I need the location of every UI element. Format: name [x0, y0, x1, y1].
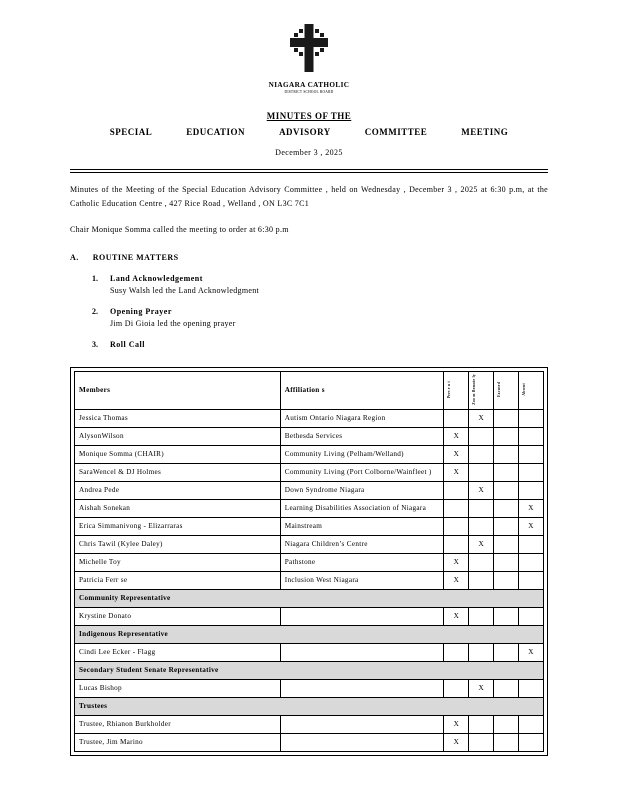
zoom-mark	[469, 571, 494, 589]
present-mark: X	[444, 733, 469, 751]
zoom-mark	[469, 463, 494, 481]
absent-mark	[519, 679, 544, 697]
absent-mark: X	[519, 643, 544, 661]
excused-mark	[494, 643, 519, 661]
affiliation	[280, 607, 444, 625]
excused-mark	[494, 427, 519, 445]
present-mark	[444, 517, 469, 535]
table-row	[75, 553, 544, 571]
zoom-mark	[469, 715, 494, 733]
absent-mark	[519, 715, 544, 733]
affiliation	[280, 715, 444, 733]
zoom-mark	[469, 427, 494, 445]
roll-call-table-body	[75, 409, 544, 751]
absent-mark	[519, 571, 544, 589]
table-row	[75, 427, 544, 445]
roll-call-table-wrapper	[70, 367, 548, 756]
affiliation: Niagara Children’s Centre	[280, 535, 444, 553]
item-number: 2.	[92, 307, 98, 316]
title-word-advisory: ADVISORY	[279, 126, 331, 137]
excused-mark	[494, 409, 519, 427]
item-title: Opening Prayer	[110, 307, 172, 316]
table-row	[75, 571, 544, 589]
title-word-education: EDUCATION	[186, 126, 246, 137]
affiliation: Community Living (Pelham/Welland)	[280, 445, 444, 463]
item-description: Jim Di Gioia led the opening prayer	[110, 319, 236, 328]
member-name: Chris Tawil (Kylee Daley)	[75, 535, 281, 553]
group-label: Secondary Student Senate Representative	[75, 661, 544, 679]
member-name: Krystine Donato	[75, 607, 281, 625]
table-row	[75, 517, 544, 535]
item-number: 1.	[92, 274, 98, 283]
table-row	[75, 499, 544, 517]
item-number: 3.	[92, 340, 98, 349]
zoom-mark	[469, 607, 494, 625]
excused-mark	[494, 517, 519, 535]
member-name: SaraWencel & DJ Holmes	[75, 463, 281, 481]
affiliation: Down Syndrome Niagara	[280, 481, 444, 499]
column-header-zoom-remotely: Zoo m Remote ly	[469, 372, 494, 410]
affiliation: Pathstone	[280, 553, 444, 571]
title-line-minutes: MINUTES OF THE	[266, 111, 352, 121]
meeting-date: December 3 , 2025	[275, 148, 343, 157]
absent-mark	[519, 409, 544, 427]
zoom-mark: X	[469, 481, 494, 499]
present-mark: X	[444, 445, 469, 463]
present-mark: X	[444, 463, 469, 481]
table-header-row	[75, 372, 544, 410]
zoom-mark	[469, 643, 494, 661]
affiliation: Bethesda Services	[280, 427, 444, 445]
affiliation	[280, 733, 444, 751]
present-mark	[444, 679, 469, 697]
roll-call-table	[74, 371, 544, 752]
absent-mark	[519, 553, 544, 571]
excused-mark	[494, 733, 519, 751]
group-label: Community Representative	[75, 589, 544, 607]
table-row	[75, 445, 544, 463]
excused-mark	[494, 571, 519, 589]
member-name: Michelle Toy	[75, 553, 281, 571]
group-label: Trustees	[75, 697, 544, 715]
group-label: Indigenous Representative	[75, 625, 544, 643]
section-items-list	[70, 274, 548, 349]
table-row	[75, 481, 544, 499]
section-heading-routine-matters	[70, 253, 548, 262]
logo-subtitle-text: DISTRICT SCHOOL BOARD	[284, 90, 334, 94]
document-title	[70, 110, 548, 159]
table-row	[75, 715, 544, 733]
member-name: Cindi Lee Ecker - Flagg	[75, 643, 281, 661]
present-mark: X	[444, 715, 469, 733]
member-name: Patricia Ferr se	[75, 571, 281, 589]
title-word-special: SPECIAL	[109, 126, 153, 137]
list-item	[70, 307, 548, 328]
member-name: AlysonWilson	[75, 427, 281, 445]
absent-mark	[519, 427, 544, 445]
table-row	[75, 733, 544, 751]
table-row	[75, 643, 544, 661]
member-name: Monique Somma (CHAIR)	[75, 445, 281, 463]
column-header-members: Members	[75, 372, 281, 410]
table-row	[75, 535, 544, 553]
excused-mark	[494, 445, 519, 463]
table-group-row	[75, 661, 544, 679]
column-header-excused: Excused	[494, 372, 519, 410]
absent-mark	[519, 463, 544, 481]
table-row	[75, 679, 544, 697]
excused-mark	[494, 679, 519, 697]
list-item	[70, 274, 548, 295]
zoom-mark: X	[469, 535, 494, 553]
member-name: Aishah Sonekan	[75, 499, 281, 517]
present-mark	[444, 481, 469, 499]
absent-mark: X	[519, 517, 544, 535]
member-name: Trustee, Jim Marino	[75, 733, 281, 751]
member-name: Andrea Pede	[75, 481, 281, 499]
title-line-committee	[70, 126, 548, 140]
member-name: Erica Simmanivong - Elizarraras	[75, 517, 281, 535]
affiliation: Autism Ontario Niagara Region	[280, 409, 444, 427]
board-logo	[70, 22, 548, 94]
column-header-present: Pres e n t	[444, 372, 469, 410]
table-row	[75, 607, 544, 625]
absent-mark	[519, 445, 544, 463]
affiliation	[280, 643, 444, 661]
zoom-mark: X	[469, 409, 494, 427]
table-group-row	[75, 625, 544, 643]
zoom-mark: X	[469, 679, 494, 697]
affiliation: Inclusion West Niagara	[280, 571, 444, 589]
item-title: Land Acknowledgement	[110, 274, 203, 283]
present-mark: X	[444, 427, 469, 445]
present-mark: X	[444, 607, 469, 625]
table-group-row	[75, 589, 544, 607]
column-header-absent: Absent	[519, 372, 544, 410]
zoom-mark	[469, 445, 494, 463]
excused-mark	[494, 481, 519, 499]
absent-mark	[519, 481, 544, 499]
member-name: Trustee, Rhianon Burkholder	[75, 715, 281, 733]
affiliation	[280, 679, 444, 697]
present-mark: X	[444, 553, 469, 571]
zoom-mark	[469, 499, 494, 517]
member-name: Lucas Bishop	[75, 679, 281, 697]
title-word-meeting: MEETING	[461, 126, 509, 137]
present-mark: X	[444, 571, 469, 589]
excused-mark	[494, 535, 519, 553]
zoom-mark	[469, 733, 494, 751]
present-mark	[444, 535, 469, 553]
zoom-mark	[469, 517, 494, 535]
excused-mark	[494, 607, 519, 625]
absent-mark: X	[519, 499, 544, 517]
table-group-row	[75, 697, 544, 715]
affiliation: Learning Disabilities Association of Niagara	[280, 499, 444, 517]
excused-mark	[494, 463, 519, 481]
zoom-mark	[469, 553, 494, 571]
absent-mark	[519, 607, 544, 625]
section-letter: A.	[70, 253, 79, 262]
title-word-committee: COMMITTEE	[364, 126, 428, 137]
item-description: Susy Walsh led the Land Acknowledgment	[110, 286, 260, 295]
affiliation: Mainstream	[280, 517, 444, 535]
absent-mark	[519, 733, 544, 751]
cross-logo-icon	[286, 22, 332, 74]
minutes-intro-paragraph: Minutes of the Meeting of the Special Education Advisory Committee , held on Wednesday , December 3 , 2025 at 6:30 p.m, at the Catholic Education Centre , 427 Rice Road , Welland , ON L3C 7C1	[70, 185, 548, 208]
present-mark	[444, 409, 469, 427]
present-mark	[444, 643, 469, 661]
column-header-affiliations: Affiliation s	[280, 372, 444, 410]
absent-mark	[519, 535, 544, 553]
excused-mark	[494, 715, 519, 733]
present-mark	[444, 499, 469, 517]
header-divider	[70, 169, 548, 173]
table-row	[75, 463, 544, 481]
call-to-order-paragraph: Chair Monique Somma called the meeting to order at 6:30 p.m	[70, 225, 289, 234]
item-title: Roll Call	[110, 340, 145, 349]
table-row	[75, 409, 544, 427]
member-name: Jessica Thomas	[75, 409, 281, 427]
section-title: ROUTINE MATTERS	[92, 253, 179, 262]
affiliation: Community Living (Port Colborne/Wainfleet )	[280, 463, 444, 481]
logo-name-text: NIAGARA CATHOLIC	[268, 81, 350, 89]
excused-mark	[494, 499, 519, 517]
list-item	[70, 340, 548, 349]
excused-mark	[494, 553, 519, 571]
